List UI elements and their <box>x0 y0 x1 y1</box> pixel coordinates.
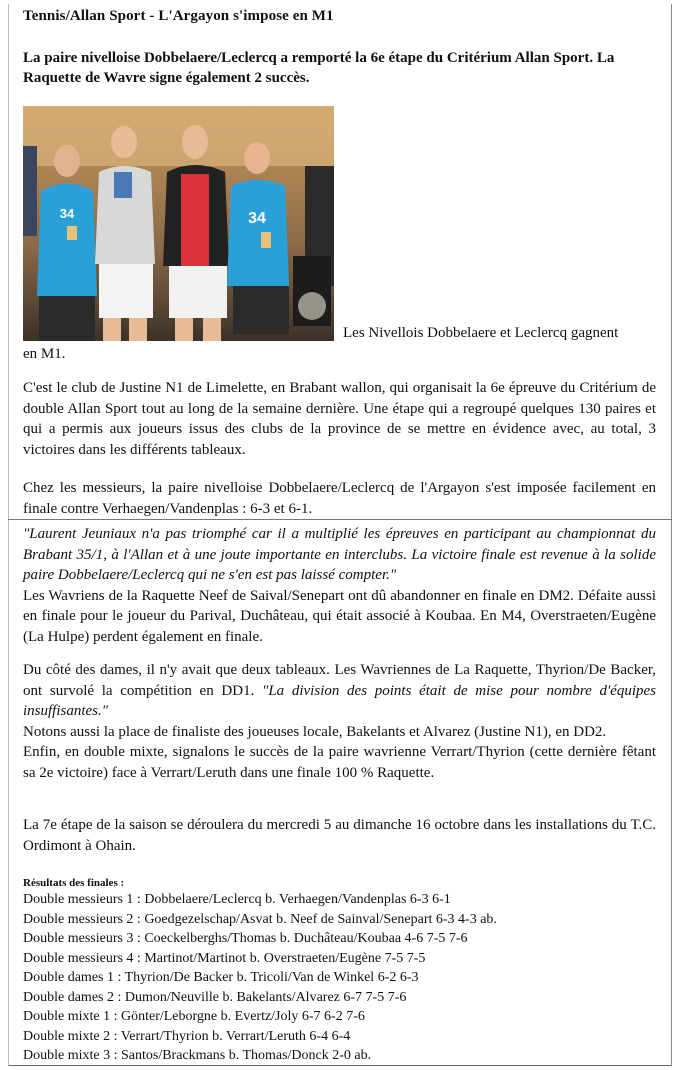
divider <box>8 519 672 520</box>
result-row: Double dames 1 : Thyrion/De Backer b. Tricoli/Van de Winkel 6-2 6-3 <box>23 970 419 985</box>
paragraph-men-final: Chez les messieurs, la paire nivelloise Dobbelaere/Leclercq de l'Argayon s'est imposée facilement en finale contre Verhaegen/Vandenplas : 6-3 et 6-1. <box>23 480 656 517</box>
paragraph-women <box>23 660 656 783</box>
result-row: Double mixte 1 : Gönter/Leborgne b. Evertz/Joly 6-7 6-2 7-6 <box>23 1009 365 1024</box>
result-row: Double mixte 2 : Verrart/Thyrion b. Verrart/Leruth 6-4 6-4 <box>23 1028 351 1044</box>
team-photo <box>23 106 334 341</box>
result-row: Double mixte 3 : Santos/Brackmans b. Thomas/Donck 2-0 ab. <box>23 1048 372 1063</box>
women-text: Du côté des dames, il n'y avait que deux tableaux. Les Wavriennes de La Raquette, Thyrion/De Backer, ont survolé la compétition en DD1. <box>23 662 656 699</box>
article-lead: La paire nivelloise Dobbelaere/Leclercq a remporté la 6e étape du Critérium Allan Sport. La Raquette de Wavre signe également 2 succès. <box>23 50 615 86</box>
result-row: Double dames 2 : Dumon/Neuville b. Bakelants/Alvarez 6-7 7-5 7-6 <box>23 989 407 1005</box>
result-row: Double messieurs 3 : Coeckelberghs/Thomas b. Duchâteau/Koubaa 4-6 7-5 7-6 <box>23 931 468 946</box>
results-heading: Résultats des finales : <box>23 877 125 889</box>
women-text-finalists: Notons aussi la place de finaliste des joueuses locale, Bakelants et Alvarez (Justine N1), en DD2. <box>23 723 607 740</box>
photo-caption-continued: en M1. <box>23 346 66 362</box>
result-row: Double messieurs 2 : Goedgezelschap/Asvat b. Neef de Sainval/Senepart 6-3 4-3 ab. <box>23 911 497 927</box>
shirt-number: 34 <box>248 210 266 227</box>
quote-women: "La division des points était de mise pour nombre d'équipes insuffisantes." <box>23 682 656 719</box>
paragraph-intro: C'est le club de Justine N1 de Limelette, en Brabant wallon, qui organisait la 6e épreuve du Critérium de double Allan Sport tout au long de la semaine dernière. Une étape qui a regroupé quelques 130 paires et qui a permis aux joueurs issus des clubs de la province de se mettre en évidence avec, au total, 3 victoires dans les différents tableaux. <box>23 380 656 458</box>
shirt-number: 34 <box>59 206 75 221</box>
results-list <box>23 890 497 1066</box>
quote-jeuniaux: "Laurent Jeuniaux n'a pas triomphé car il a multiplié les épreuves en participant au championnat du Brabant 35/1, à l'Allan et à une joute importante en interclubs. La victoire finale est revenue à la solide paire Dobbelaere/Leclercq qui ne s'en est pas laissé compter." <box>23 526 656 583</box>
paragraph-men-details <box>23 524 656 647</box>
team-photo-illustration <box>23 106 334 341</box>
men-details-text: Les Wavriens de la Raquette Neef de Saival/Senepart ont dû abandonner en finale en DM2. Défaite aussi en finale pour le joueur du Parival, Duchâteau, qui était associé à Koubaa. En M4, Overstraeten/Eugène (La Hulpe) perdent également en finale. <box>23 587 656 645</box>
mixed-text: Enfin, en double mixte, signalons le succès de la paire wavrienne Verrart/Thyrion (cette dernière fêtant sa 2e victoire) face à Verrart/Leruth dans une finale 100 % Raquette. <box>23 744 656 781</box>
paragraph-next-stage: La 7e étape de la saison se déroulera du mercredi 5 au dimanche 16 octobre dans les installations du T.C. Ordimont à Ohain. <box>23 817 656 854</box>
result-row: Double messieurs 4 : Martinot/Martinot b. Overstraeten/Eugène 7-5 7-5 <box>23 950 426 966</box>
article-title: Tennis/Allan Sport - L'Argayon s'impose en M1 <box>23 8 334 24</box>
photo-caption: Les Nivellois Dobbelaere et Leclercq gagnent <box>343 325 619 341</box>
result-row: Double messieurs 1 : Dobbelaere/Leclercq b. Verhaegen/Vandenplas 6-3 6-1 <box>23 892 451 907</box>
